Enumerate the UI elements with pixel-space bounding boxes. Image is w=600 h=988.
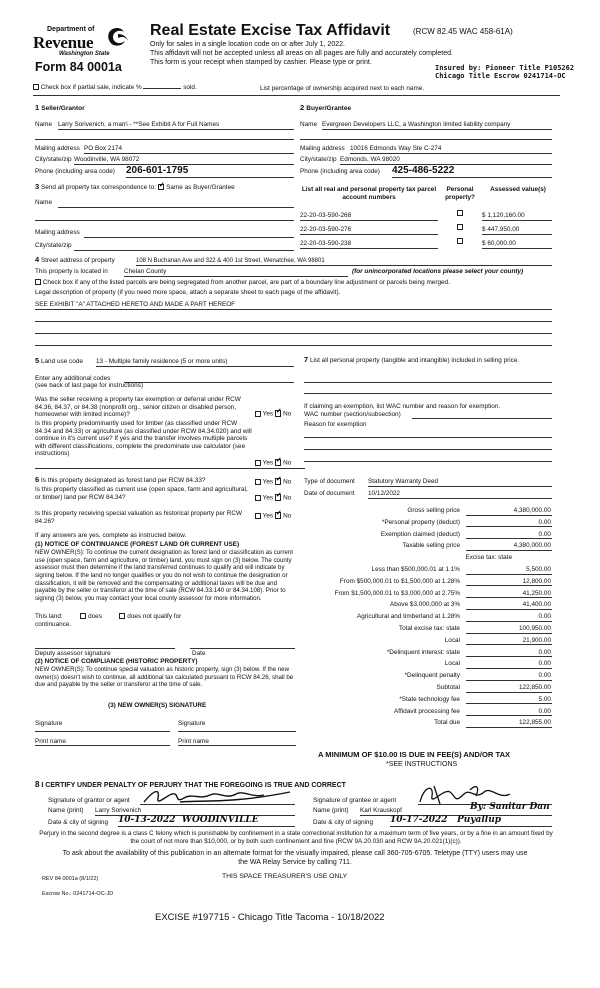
financial-value[interactable]: 5.00 [466,696,552,705]
header-note-3: This form is your receipt when stamped by cashier. Please type or print. [150,59,372,66]
minimum-due-note: A MINIMUM OF $10.00 IS DUE IN FEE(S) AND/OR TAX [318,750,511,759]
partial-sale-sold: sold. [183,84,197,91]
financial-row [300,554,552,565]
seller-city-label: City/state/zip [35,156,72,163]
land-qualify-row: This land: does does not qualify for [35,613,182,620]
wac-number-field[interactable] [412,418,552,419]
buyer-heading: 2 Buyer/Grantee [300,103,352,112]
seller-name-label: Name [35,121,53,128]
financial-label: Taxable selling price [402,542,460,550]
financial-label: *State technology fee [399,695,460,703]
financial-value[interactable]: 4,380,000.00 [466,542,552,551]
new-owner-sig-label-1: Signature [35,720,63,727]
financial-label: Above $3,000,000 at 3% [390,601,460,609]
excise-stamp: EXCISE #197715 - Chicago Title Tacoma - 10/18/2022 [155,912,385,923]
buyer-name-field[interactable]: Evergreen Developers LLC, a Washington limited liability company [322,121,552,130]
financial-label: Agricultural and timberland at 1.28% [356,613,460,621]
grantee-date-label: Date & city of signing [313,819,374,826]
seller-name-field[interactable]: Larry Sorivenich, a marri - **See Exhibit A for Full Names [58,121,294,130]
exemption-question: Was the seller receiving a property tax exemption or deferral under RCW 84.36, 84.37, or 84.38 (nonprofit org., senior citizen or disabled person, homeowner with limited income)? [35,396,241,419]
parcel-value-2[interactable]: $ 447,950.00 [482,226,552,235]
financial-label: From $1,500,000.01 to $3,000,000 at 2.75% [334,589,460,597]
header-note-1: Only for sales in a single location code on or after July 1, 2022. [150,41,345,48]
certify-heading: 8 I CERTIFY UNDER PENALTY OF PERJURY THAT THE FOREGOING IS TRUE AND CORRECT [35,780,346,789]
grantor-signature-label: Signature of grantor or agent [48,797,130,804]
new-owner-signature-title: (3) NEW OWNER(S) SIGNATURE [108,702,207,709]
escrow-no: Escrow No.: 0241714-OC-JD [42,891,114,897]
corr-mailing-field[interactable] [84,237,294,238]
buyer-mailing-field[interactable]: 10016 Edmonds Way Ste C-274 [350,145,552,154]
financial-row [300,708,552,719]
financial-value[interactable]: 12,800.00 [466,578,552,587]
partial-sale-checkbox[interactable] [33,84,39,90]
parcel-col-assessed: Assessed value(s) [490,186,546,193]
financial-label: Gross selling price [407,507,460,514]
property-county-note: (for unincorporated locations please select your county) [352,268,524,275]
financial-label: Affidavit processing fee [394,707,460,715]
financial-value[interactable]: 0.00 [466,519,552,528]
new-owner-print-label-1: Print name [35,738,66,745]
correspondence-heading: 3 Send all property tax correspondence to: ✓ Same as Buyer/Grantee [35,181,235,191]
financial-row [300,637,552,648]
qualifies-checkbox[interactable] [80,613,86,619]
current-use-yes-checkbox[interactable] [255,495,261,501]
exemption-yes-checkbox[interactable] [255,411,261,417]
financial-label: *Personal property (deduct) [381,518,460,526]
forest-yes-no: Yes ✓ No [255,478,291,486]
additional-codes-label: Enter any additional codes [35,375,111,382]
timber-yes-checkbox[interactable] [255,460,261,466]
financial-row [300,566,552,577]
notice1-body: NEW OWNER(S): To continue the current designation as forest land or classification as current use (open space, farm and agriculture, or timber) land, you must sign on (3) below. The county assessor must then determine if the land transferred continues to qualify and will indicate by signing below. If the land no longer qualifies or you do not wish to continue the designation or classification, it will be removed and the compensating or additional taxes will be due and payable by the seller or transferor at the time of sale (RCW 84.33.140 or 84.34.108). Prior to signing (3) below, you may contact your local county assessor for more information. [35,549,293,602]
partial-sale-label: Check box if partial sale, indicate % [40,84,142,91]
parcel-personal-checkbox-2[interactable] [457,224,463,230]
forest-yes-checkbox[interactable] [255,479,261,485]
current-use-no-checkbox[interactable]: ✓ [275,492,282,499]
grantee-name-field[interactable]: Karl Krauskopf [360,807,552,816]
corr-name-field[interactable] [58,207,294,208]
land-use-code-field[interactable]: 13 - Multiple family residence (5 or more units) [96,358,294,367]
financial-value[interactable]: 122,855.00 [466,719,552,728]
buyer-mailing-label: Mailing address [300,145,345,152]
financial-row [300,696,552,707]
financial-row [300,684,552,695]
legal-description-field[interactable]: SEE EXHIBIT "A" ATTACHED HERETO AND MADE A PART HEREOF [35,301,552,310]
seller-mailing-field[interactable]: PO Box 2174 [84,145,294,154]
financial-label: Excise tax: state [465,554,512,562]
treasurer-space: THIS SPACE TREASURER'S USE ONLY [222,873,348,880]
form-revision: REV 84 0001a (8/1/22) [42,876,99,882]
financial-value[interactable]: 0.00 [466,660,552,669]
deputy-date-label: Date [192,650,206,657]
current-use-question: Is this property classified as current use (open space, farm and agricultural, or timber) land per RCW 84.34? [35,486,248,501]
page-title: Real Estate Excise Tax Affidavit [150,22,391,39]
buyer-city-field[interactable]: Edmonds, WA 98020 [340,156,552,165]
financial-row [300,649,552,660]
financial-row [300,625,552,636]
segregated-checkbox[interactable] [35,279,41,285]
financial-label: Less than $500,000.01 at 1.1% [371,566,460,573]
financial-label: Exemption claimed (deduct) [380,530,460,538]
historic-no-checkbox[interactable]: ✓ [275,510,282,517]
land-use-row: 5 Land use code [35,356,83,365]
historic-yes-no: Yes ✓ No [255,512,291,520]
list-percentage-note: List percentage of ownership acquired next to each name. [260,85,425,92]
additional-codes-note: (see back of last page for instructions) [35,382,143,389]
financial-label: Local [444,660,460,668]
doc-type-label: Type of document [304,478,355,485]
historic-yes-checkbox[interactable] [255,513,261,519]
corr-city-field[interactable] [74,250,294,251]
parcel-account-2[interactable]: 22-20-03-590-276 [300,226,438,235]
grantor-name-label: Name (print) [48,807,84,814]
parcel-personal-checkbox-3[interactable] [457,238,463,244]
parcel-value-3[interactable]: $ 60,000.00 [482,240,552,249]
seller-phone-field[interactable]: 206-601-1795 [126,165,294,178]
parcel-account-3[interactable]: 22-20-03-590-238 [300,240,438,249]
buyer-phone-field[interactable]: 425-486-5222 [392,165,552,178]
buyer-phone-label: Phone (including area code) [300,168,380,175]
grantee-by-note: By: Sanitar Dan [470,802,550,812]
parcel-account-1[interactable]: 22-20-03-590-268 [300,212,438,221]
doc-date-field[interactable]: 10/12/2022 [368,490,552,499]
reason-label: Reason for exemption [304,421,367,428]
current-use-yes-no: Yes ✓ No [255,494,291,502]
seller-mailing-label: Mailing address [35,145,80,152]
property-street-row: 4 Street address of property [35,255,115,264]
financial-value[interactable]: 0.00 [466,672,552,681]
buyer-city-label: City/state/zip [300,156,337,163]
doc-type-field[interactable]: Statutory Warranty Deed [368,478,552,487]
dept-line1: Department of [47,26,95,33]
notice1-title: (1) NOTICE OF CONTINUANCE (FOREST LAND OR CURRENT USE) [35,541,240,548]
segregated-row: Check box if any of the listed parcels are being segregated from another parcel, are part of a boundary line adjustment or parcels being merged. [35,279,450,287]
property-county-field[interactable]: Chelan County [124,268,348,277]
financial-label: Local [444,636,460,644]
form-citation: (RCW 82.45 WAC 458-61A) [413,27,513,36]
not-qualifies-checkbox[interactable] [119,613,125,619]
financial-label: Total due [434,719,460,727]
grantor-date-label: Date & city of signing [48,819,109,826]
financial-value[interactable]: 5,500.00 [466,566,552,575]
timber-question: Is this property predominantly used for timber (as classified under RCW 84.34 and 84.33) or agriculture (as classified under RCW 84.34.020) and will continue in it's current use? If yes and the transfer involves multiple parcels with different classifications, complete the predominate use calculator (see instructions) [35,420,252,458]
grantee-date-field[interactable]: 10-17-2022 Puyallup [390,815,552,827]
see-instructions: *SEE INSTRUCTIONS [386,761,458,768]
seller-phone-label: Phone (including area code) [35,168,115,175]
buyer-name-label: Name [300,121,318,128]
corr-city-label: City/state/zip [35,242,72,249]
grantee-signature-label: Signature of grantee or agent [313,797,397,804]
property-located-label: This property is located in [35,268,108,275]
new-owner-sig-label-2: Signature [178,720,206,727]
doc-date-label: Date of document [304,490,355,497]
financial-row [300,507,552,518]
financial-value[interactable]: 21,900.00 [466,637,552,646]
dept-logo-text: Revenue [33,33,94,52]
dept-state: Washington State [59,51,110,57]
financial-value[interactable]: 0.00 [466,708,552,717]
financial-row [300,660,552,671]
same-as-buyer-checkbox[interactable]: ✓ [158,181,165,189]
financial-label: Total excise tax: state [398,625,460,632]
notice2-body: NEW OWNER(S): To continue special valuation as historic property, sign (3) below. If the new owner(s) doesn't wish to continue, all additional tax calculated pursuant to RCW 84.26, shall be due and payable by the seller or transferor at the time of sale. [35,666,294,689]
financial-row [300,542,552,553]
financial-value[interactable]: 100,950.00 [466,625,552,634]
wac-number-label: WAC number (section/subsection) [304,411,401,418]
same-as-buyer-label: Same as Buyer/Grantee [166,184,235,191]
notice2-title: (2) NOTICE OF COMPLIANCE (HISTORIC PROPERTY) [35,658,198,665]
financial-row [300,601,552,612]
answers-note: If any answers are yes, complete as instructed below. [35,532,187,539]
financial-row [300,672,552,683]
seller-heading: 1 Seller/Grantor [35,103,85,112]
financial-row [300,613,552,624]
timber-yes-no: Yes ✓ No [255,459,291,467]
parcel-col-personal: Personal property? [445,186,475,201]
perjury-notice: Perjury in the second degree is a class C felony which is punishable by confinement in a state correctional institution for a maximum term of five years, or by a fine in an amount fixed by the court of not more than $10,000, or by both such confinement and fine (RCW 9A.20.030 and RCW 9A.20.021(1)(c)). [39,830,553,845]
parcel-col-accounts: List all real and personal property tax parcel account numbers [301,186,437,201]
financial-row [300,519,552,530]
financial-value[interactable]: 41,250.00 [466,590,552,599]
escrow-number: Chicago Title Escrow 0241714-OC [435,72,566,80]
forest-question: 6 Is this property designated as forest land per RCW 84.33? [35,475,206,484]
new-owner-print-label-2: Print name [178,738,209,745]
grantee-name-label: Name (print) [313,807,349,814]
financial-label: From $500,000.01 to $1,500,000 at 1.28% [339,577,460,585]
parcel-value-1[interactable]: $ 1,120,160.00 [482,212,552,221]
continuance-label: continuance. [35,621,72,628]
deputy-signature-label: Deputy assessor signature [35,650,111,657]
corr-name-label: Name [35,199,53,206]
legal-description-label: Legal description of property (if you need more space, attach a separate sheet to each page of the affidavit). [35,289,341,296]
insured-by: Insured by: Pioneer Title P105262 [435,64,575,72]
financial-row [300,590,552,601]
additional-codes-field[interactable] [124,382,294,383]
parcel-personal-checkbox-1[interactable] [457,210,463,216]
timber-no-checkbox[interactable]: ✓ [275,457,282,464]
exemption-no-checkbox[interactable]: ✓ [275,408,282,415]
property-street-field[interactable]: 108 N Buchanan Ave and 322 & 400 1st Street, Wenatchee, WA 98801 [136,258,552,266]
alt-format-notice: To ask about the availability of this publication in an alternate format for the visually impaired, please call 360-705-6705. Teletype (TTY) users may use the WA Relay Service by calling 711. [62,850,528,867]
historic-question: Is this property receiving special valuation as historical property per RCW 84.26? [35,510,243,525]
financial-value[interactable]: 0.00 [466,613,552,622]
financial-value[interactable]: 0.00 [466,531,552,540]
seller-city-field[interactable]: Woodinville, WA 98072 [74,156,294,165]
forest-no-checkbox[interactable]: ✓ [275,476,282,483]
financial-label: *Delinquent interest: state [386,648,460,656]
financial-value[interactable]: 4,380,000.00 [466,507,552,516]
dept-logo-swirl-icon [104,26,130,53]
corr-mailing-label: Mailing address [35,229,80,236]
financial-value[interactable]: 0.00 [466,649,552,658]
financial-label: *Delinquent penalty [404,672,460,680]
financial-value[interactable]: 122,850.00 [466,684,552,693]
financial-label: Subtotal [436,684,460,691]
financial-row [300,719,552,730]
financial-row [300,531,552,542]
exemption-yes-no: Yes ✓ No [255,410,291,418]
partial-sale-percent-field[interactable] [143,88,181,89]
partial-sale-row [33,84,197,92]
personal-property-heading: 7 List all personal property (tangible and intangible) included in selling price. [304,355,520,364]
grantor-date-field[interactable]: 10-13-2022 WOODINVILLE [118,815,295,827]
financial-row [300,578,552,589]
financial-value[interactable]: 41,400.00 [466,601,552,610]
form-number: Form 84 0001a [35,60,122,74]
exemption-claim-label: If claiming an exemption, list WAC number and reason for exemption. [304,403,501,410]
header-note-2: This affidavit will not be accepted unless all areas on all pages are fully and accurately completed. [150,50,453,57]
grantor-name-field[interactable]: Larry Sorivenich [95,807,295,816]
